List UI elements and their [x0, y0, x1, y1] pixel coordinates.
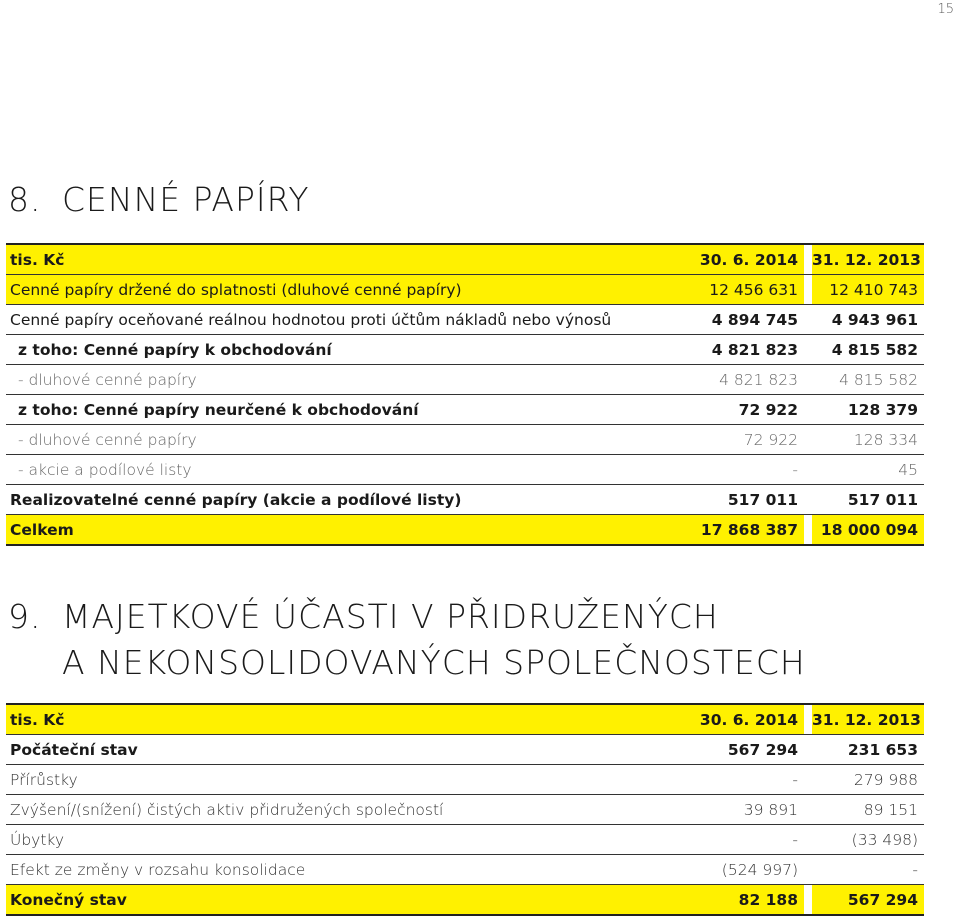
row-label: z toho: Cenné papíry k obchodování: [6, 335, 678, 365]
row-value-2014: (524 997): [678, 855, 804, 885]
row-value-2014: 72 922: [678, 425, 804, 455]
row-value-2014: 4 821 823: [678, 335, 804, 365]
row-value-2013: -: [812, 855, 924, 885]
row-label: Efekt ze změny v rozsahu konsolidace: [6, 855, 678, 885]
table-row: [6, 365, 924, 395]
row-value-2014: 82 188: [678, 885, 804, 916]
table-header-row: [6, 244, 924, 275]
row-label: - dluhové cenné papíry: [6, 365, 678, 395]
row-value-2013: 4 815 582: [812, 365, 924, 395]
row-value-2014: 567 294: [678, 735, 804, 765]
row-value-2013: 4 943 961: [812, 305, 924, 335]
table-row: [6, 765, 924, 795]
row-label: Realizovatelné cenné papíry (akcie a podílové listy): [6, 485, 678, 515]
row-value-2013: 18 000 094: [812, 515, 924, 546]
row-label: Celkem: [6, 515, 678, 546]
section-9-title-line1: MAJETKOVÉ ÚČASTI V PŘIDRUŽENÝCH: [62, 597, 719, 636]
row-value-2013: 128 334: [812, 425, 924, 455]
section-9-heading: [8, 594, 806, 686]
table-row: [6, 735, 924, 765]
row-label: Konečný stav: [6, 885, 678, 916]
row-value-2014: -: [678, 825, 804, 855]
row-label: Přírůstky: [6, 765, 678, 795]
row-value-2014: -: [678, 455, 804, 485]
row-value-2013: 517 011: [812, 485, 924, 515]
table-row: [6, 275, 924, 305]
table-row: [6, 335, 924, 365]
total-row: [6, 885, 924, 916]
row-label: Počáteční stav: [6, 735, 678, 765]
section-8-number: 8.: [8, 180, 42, 219]
row-value-2013: 12 410 743: [812, 275, 924, 305]
header-col-2013: 31. 12. 2013: [812, 704, 924, 735]
section-9-title-line2: A NEKONSOLIDOVANÝCH SPOLEČNOSTECH: [62, 643, 806, 682]
table-row: [6, 305, 924, 335]
table-row: [6, 825, 924, 855]
row-value-2013: 89 151: [812, 795, 924, 825]
header-col-2014: 30. 6. 2014: [678, 704, 804, 735]
table-row: [6, 395, 924, 425]
row-value-2014: 39 891: [678, 795, 804, 825]
row-value-2013: 231 653: [812, 735, 924, 765]
table-row: [6, 795, 924, 825]
section-8-heading: [8, 177, 310, 223]
row-value-2014: 12 456 631: [678, 275, 804, 305]
table-row: [6, 855, 924, 885]
securities-table: [6, 243, 924, 546]
row-value-2013: 4 815 582: [812, 335, 924, 365]
table-row: [6, 485, 924, 515]
row-label: - akcie a podílové listy: [6, 455, 678, 485]
row-label: z toho: Cenné papíry neurčené k obchodování: [6, 395, 678, 425]
row-label: Cenné papíry držené do splatnosti (dluhové cenné papíry): [6, 275, 678, 305]
header-col-2014: 30. 6. 2014: [678, 244, 804, 275]
row-value-2014: 4 894 745: [678, 305, 804, 335]
row-value-2014: 72 922: [678, 395, 804, 425]
section-8-title: CENNÉ PAPÍRY: [62, 180, 310, 219]
row-value-2014: 517 011: [678, 485, 804, 515]
row-value-2014: 17 868 387: [678, 515, 804, 546]
row-value-2013: 279 988: [812, 765, 924, 795]
total-row: [6, 515, 924, 546]
equity-investments-table: [6, 703, 924, 916]
row-label: Úbytky: [6, 825, 678, 855]
row-label: Cenné papíry oceňované reálnou hodnotou proti účtům nákladů nebo výnosů: [6, 305, 678, 335]
row-value-2014: 4 821 823: [678, 365, 804, 395]
row-value-2013: 128 379: [812, 395, 924, 425]
row-value-2013: (33 498): [812, 825, 924, 855]
row-value-2013: 45: [812, 455, 924, 485]
table-header-row: [6, 704, 924, 735]
row-value-2014: -: [678, 765, 804, 795]
header-unit-label: tis. Kč: [6, 704, 678, 735]
row-value-2013: 567 294: [812, 885, 924, 916]
section-9-number: 9.: [8, 597, 42, 636]
page-number: 15: [937, 2, 954, 17]
header-col-2013: 31. 12. 2013: [812, 244, 924, 275]
table-row: [6, 425, 924, 455]
row-label: Zvýšení/(snížení) čistých aktiv přidružených společností: [6, 795, 678, 825]
row-label: - dluhové cenné papíry: [6, 425, 678, 455]
header-unit-label: tis. Kč: [6, 244, 678, 275]
table-row: [6, 455, 924, 485]
